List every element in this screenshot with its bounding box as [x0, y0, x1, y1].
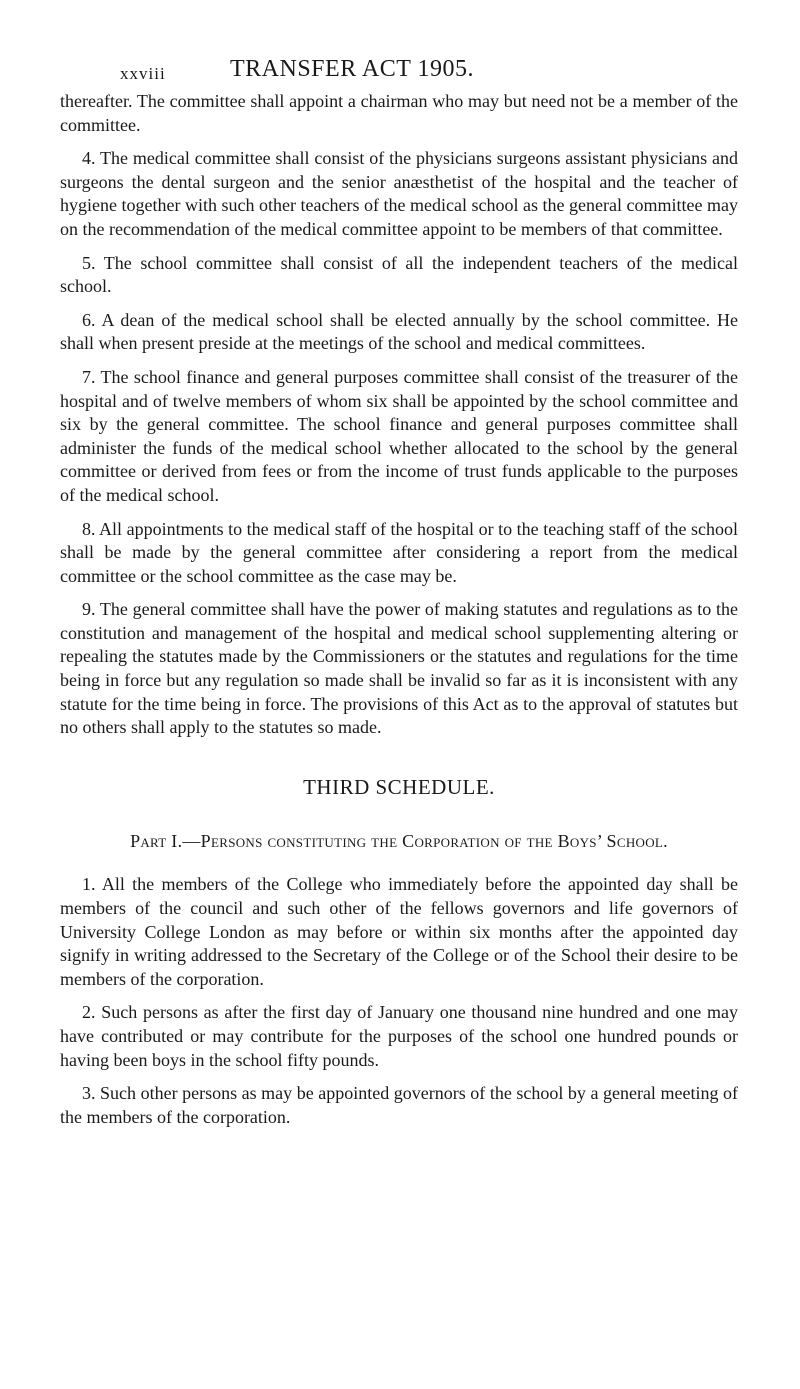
- paragraph-7: 7. The school finance and general purposes committee shall consist of the treasurer of the hospital and of twelve members of whom six shall be appointed by the school committee and six by the general committee. The school finance and general purposes committee shall administer the funds of the medical school whether allocated to the school by the general committee or derived from fees or from the income of trust funds applicable to the purposes of the medical school.: [60, 366, 738, 505]
- paragraph-continuation: thereafter. The committee shall appoint a chairman who may but need not be a member of the committee.: [60, 91, 738, 135]
- schedule-paragraph-1: 1. All the members of the College who immediately before the appointed day shall be members of the council and such other of the fellows governors and life governors of University College London as may before or within six months after the appointed day signify in writing addressed to the Secretary of the College or of the School their desire to be members of the corporation.: [60, 874, 738, 989]
- schedule-paragraph-2: 2. Such persons as after the first day of January one thousand nine hundred and one may have contributed or may contribute for the purposes of the school one hundred pounds or having been boys in the school fifty pounds.: [60, 1002, 738, 1070]
- paragraph-8: 8. All appointments to the medical staff of the hospital or to the teaching staff of the school shall be made by the general committee after considering a report from the medical committee or the school committee as the case may be.: [60, 518, 738, 586]
- paragraph-5: 5. The school committee shall consist of all the independent teachers of the medical school.: [60, 252, 738, 297]
- paragraph-4: 4. The medical committee shall consist of the physicians surgeons assistant physicians and surgeons the dental surgeon and the senior anæsthetist of the hospital and the teacher of hygiene together with such other teachers of the medical school as the general committee may on the recommendation of the medical committee appoint to be members of that committee.: [60, 148, 738, 239]
- paragraph-6: 6. A dean of the medical school shall be elected annually by the school committee. He shall when present preside at the meetings of the school and medical committees.: [60, 309, 738, 354]
- part-heading: Part I.—Persons constituting the Corporation of the Boys’ School.: [130, 831, 668, 852]
- page-number: xxviii: [120, 64, 166, 83]
- body-text: [60, 90, 738, 1139]
- paragraph-9: 9. The general committee shall have the power of making statutes and regulations as to the constitution and management of the hospital and medical school supplementing altering or repealing the statutes made by the Commissioners or the statutes and regulations for the time being in force but any regulation so made shall be invalid so far as it is inconsistent with any statute for the time being in force. The provisions of this Act as to the approval of statutes but no others shall apply to the statutes so made.: [60, 599, 738, 738]
- running-head: [60, 30, 740, 83]
- schedule-paragraph-3: 3. Such other persons as may be appointed governors of the school by a general meeting of the members of the corporation.: [60, 1083, 738, 1127]
- schedule-title: THIRD SCHEDULE.: [303, 774, 495, 799]
- running-title: TRANSFER ACT 1905.: [230, 56, 474, 82]
